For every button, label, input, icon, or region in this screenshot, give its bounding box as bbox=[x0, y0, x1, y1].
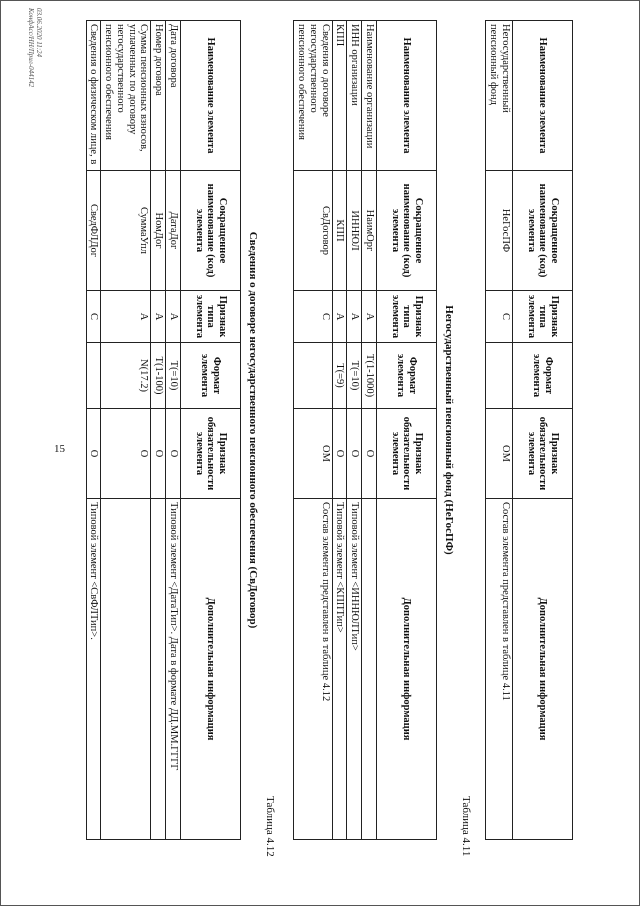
table-row bbox=[166, 21, 181, 840]
cell-name: Дата договора bbox=[166, 21, 181, 171]
table-row bbox=[294, 21, 332, 840]
header-format: Формат элемента bbox=[377, 343, 437, 409]
cell-type: А bbox=[101, 291, 151, 343]
cell-type: А bbox=[151, 291, 166, 343]
cell-info: Состав элемента представлен в таблице 4.11 bbox=[486, 499, 513, 840]
cell-info: Состав элемента представлен в таблице 4.12 bbox=[294, 499, 332, 840]
cell-info bbox=[101, 499, 151, 840]
cell-name: Негосударственный пенсионный фонд bbox=[486, 21, 513, 171]
header-format: Формат элемента bbox=[513, 343, 573, 409]
cell-code: СведФЛДог bbox=[86, 171, 101, 291]
cell-type: С bbox=[294, 291, 332, 343]
header-type: Признак типа элемента bbox=[513, 291, 573, 343]
cell-format bbox=[294, 343, 332, 409]
cell-format: Т(1-1000) bbox=[362, 343, 377, 409]
cell-format: Т(1-100) bbox=[151, 343, 166, 409]
cell-name: Сведения о договоре негосударственного пенсионного обеспечения bbox=[294, 21, 332, 171]
cell-code: ИННЮЛ bbox=[347, 171, 362, 291]
cell-code: НеГосПФ bbox=[486, 171, 513, 291]
table-heading-4-11: Негосударственный пенсионный фонд (НеГосПФ) bbox=[443, 305, 455, 555]
cell-mandatory: О bbox=[86, 409, 101, 499]
cell-mandatory: ОМ bbox=[486, 409, 513, 499]
header-type: Признак типа элемента bbox=[377, 291, 437, 343]
header-mandatory: Признак обязательности элемента bbox=[377, 409, 437, 499]
cell-info bbox=[151, 499, 166, 840]
cell-name: Сведения о физическом лице, в bbox=[86, 21, 101, 171]
table-row bbox=[332, 21, 347, 840]
table-header-row bbox=[377, 21, 437, 840]
cell-format: Т(=10) bbox=[347, 343, 362, 409]
table-4-11 bbox=[294, 20, 438, 840]
cell-format: N(17.2) bbox=[101, 343, 151, 409]
table-caption-4-12: Таблица 4.12 bbox=[264, 796, 276, 857]
header-short: Сокращенное наименование (код) элемента bbox=[513, 171, 573, 291]
cell-type: С bbox=[86, 291, 101, 343]
cell-code: ДатаДог bbox=[166, 171, 181, 291]
stamp-line-2: КонфАсс/НН/Прил-044142 bbox=[27, 8, 36, 88]
cell-mandatory: О bbox=[362, 409, 377, 499]
header-type: Признак типа элемента bbox=[181, 291, 241, 343]
header-info: Дополнительная информация bbox=[377, 499, 437, 840]
cell-format: Т(=9) bbox=[332, 343, 347, 409]
cell-mandatory: О bbox=[332, 409, 347, 499]
cell-mandatory: О bbox=[101, 409, 151, 499]
cell-mandatory: О bbox=[166, 409, 181, 499]
cell-format bbox=[86, 343, 101, 409]
stamp-line-1: 03.06.2020 11:24 bbox=[35, 8, 43, 58]
cell-type: А bbox=[362, 291, 377, 343]
cell-name: КПП bbox=[332, 21, 347, 171]
header-info: Дополнительная информация bbox=[513, 499, 573, 840]
cell-type: А bbox=[166, 291, 181, 343]
cell-mandatory: О bbox=[347, 409, 362, 499]
table-heading-4-12: Сведения о договоре негосударственного пенсионного обеспечения (СвДоговор) bbox=[247, 231, 259, 629]
header-short: Сокращенное наименование (код) элемента bbox=[181, 171, 241, 291]
table-row bbox=[347, 21, 362, 840]
header-name: Наименование элемента bbox=[181, 21, 241, 171]
cell-code: НаимОрг bbox=[362, 171, 377, 291]
cell-info: Типовой элемент <ИННЮЛТип> bbox=[347, 499, 362, 840]
table-header-row bbox=[181, 21, 241, 840]
table-caption-4-11: Таблица 4.11 bbox=[460, 796, 472, 857]
cell-name: ИНН организации bbox=[347, 21, 362, 171]
table-row bbox=[86, 21, 101, 840]
cell-info: Типовой элемент <ДатаТип>. Дата в формате ДД.ММ.ГГГГ bbox=[166, 499, 181, 840]
cell-type: А bbox=[332, 291, 347, 343]
cell-code: КПП bbox=[332, 171, 347, 291]
cell-info bbox=[362, 499, 377, 840]
cell-type: А bbox=[347, 291, 362, 343]
cell-format: Т(=10) bbox=[166, 343, 181, 409]
header-name: Наименование элемента bbox=[513, 21, 573, 171]
cell-type: С bbox=[486, 291, 513, 343]
table-row bbox=[486, 21, 513, 840]
page-number: 15 bbox=[54, 443, 65, 455]
cell-mandatory: ОМ bbox=[294, 409, 332, 499]
cell-code: СуммаУпл bbox=[101, 171, 151, 291]
cell-code: НомДог bbox=[151, 171, 166, 291]
header-mandatory: Признак обязательности элемента bbox=[513, 409, 573, 499]
cell-code: СвДоговор bbox=[294, 171, 332, 291]
cell-info: Типовой элемент <КППТип> bbox=[332, 499, 347, 840]
table-row bbox=[151, 21, 166, 840]
cell-name: Наименование организации bbox=[362, 21, 377, 171]
table-header-row bbox=[513, 21, 573, 840]
table-top bbox=[486, 20, 574, 840]
header-name: Наименование элемента bbox=[377, 21, 437, 171]
table-row bbox=[101, 21, 151, 840]
cell-name: Номер договора bbox=[151, 21, 166, 171]
cell-format bbox=[486, 343, 513, 409]
cell-info: Типовой элемент <СвФЛТип>. bbox=[86, 499, 101, 840]
header-format: Формат элемента bbox=[181, 343, 241, 409]
table-4-12 bbox=[86, 20, 241, 840]
header-short: Сокращенное наименование (код) элемента bbox=[377, 171, 437, 291]
cell-mandatory: О bbox=[151, 409, 166, 499]
header-info: Дополнительная информация bbox=[181, 499, 241, 840]
document-stamp bbox=[27, 8, 42, 87]
cell-name: Сумма пенсионных взносов, уплаченных по договору негосударственного пенсионного обеспечения bbox=[101, 21, 151, 171]
header-mandatory: Признак обязательности элемента bbox=[181, 409, 241, 499]
table-row bbox=[362, 21, 377, 840]
